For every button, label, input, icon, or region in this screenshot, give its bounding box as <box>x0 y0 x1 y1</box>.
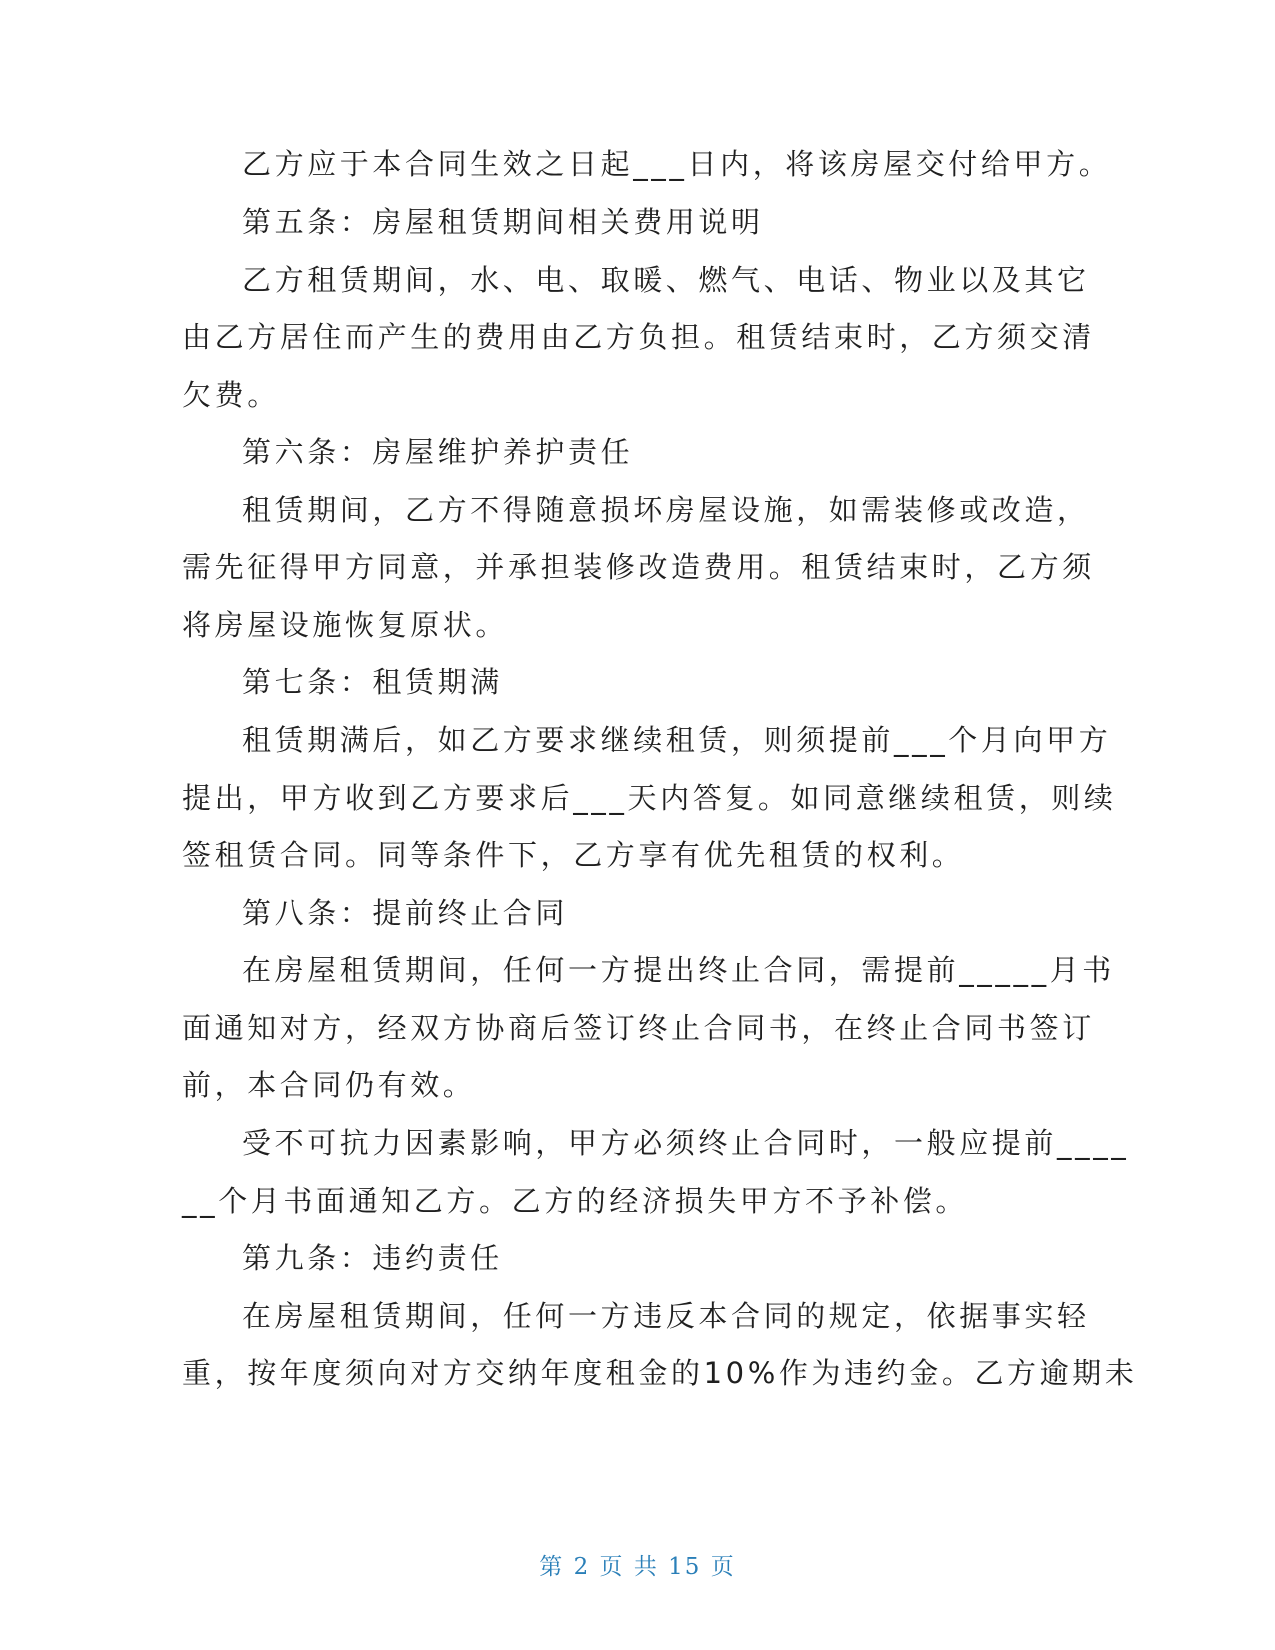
paragraph-line: 面通知对方，经双方协商后签订终止合同书，在终止合同书签订 <box>182 1011 1095 1045</box>
paragraph-line: 乙方租赁期间，水、电、取暖、燃气、电话、物业以及其它 <box>242 263 1090 297</box>
paragraph-line: 重，按年度须向对方交纳年度租金的10%作为违约金。乙方逾期未 <box>182 1356 1138 1390</box>
paragraph-line: 乙方应于本合同生效之日起___日内，将该房屋交付给甲方。 <box>242 147 1112 181</box>
paragraph-line: 由乙方居住而产生的费用由乙方负担。租赁结束时，乙方须交清 <box>182 320 1095 354</box>
paragraph-line: 签租赁合同。同等条件下，乙方享有优先租赁的权利。 <box>182 838 965 872</box>
section-heading: 第九条：违约责任 <box>242 1241 503 1275</box>
paragraph-line: 将房屋设施恢复原状。 <box>182 608 509 642</box>
paragraph-line: 租赁期间，乙方不得随意损坏房屋设施，如需装修或改造， <box>242 493 1090 527</box>
section-heading: 第五条：房屋租赁期间相关费用说明 <box>242 205 764 239</box>
section-heading: 第六条：房屋维护养护责任 <box>242 435 634 469</box>
paragraph-line: 在房屋租赁期间，任何一方提出终止合同，需提前_____月书 <box>242 953 1115 987</box>
paragraph-line: 欠费。 <box>182 378 280 412</box>
section-heading: 第八条：提前终止合同 <box>242 896 569 930</box>
paragraph-line: 租赁期满后，如乙方要求继续租赁，则须提前___个月向甲方 <box>242 723 1112 757</box>
paragraph-line: 提出，甲方收到乙方要求后___天内答复。如同意继续租赁，则续 <box>182 781 1117 815</box>
section-heading: 第七条：租赁期满 <box>242 665 503 699</box>
paragraph-line: 前，本合同仍有效。 <box>182 1068 476 1102</box>
paragraph-line: __个月书面通知乙方。乙方的经济损失甲方不予补偿。 <box>182 1184 969 1218</box>
paragraph-line: 需先征得甲方同意，并承担装修改造费用。租赁结束时，乙方须 <box>182 550 1095 584</box>
paragraph-line: 受不可抗力因素影响，甲方必须终止合同时，一般应提前____ <box>242 1126 1130 1160</box>
paragraph-line: 在房屋租赁期间，任何一方违反本合同的规定，依据事实轻 <box>242 1299 1090 1333</box>
page-number-footer: 第 2 页 共 15 页 <box>539 1554 736 1580</box>
